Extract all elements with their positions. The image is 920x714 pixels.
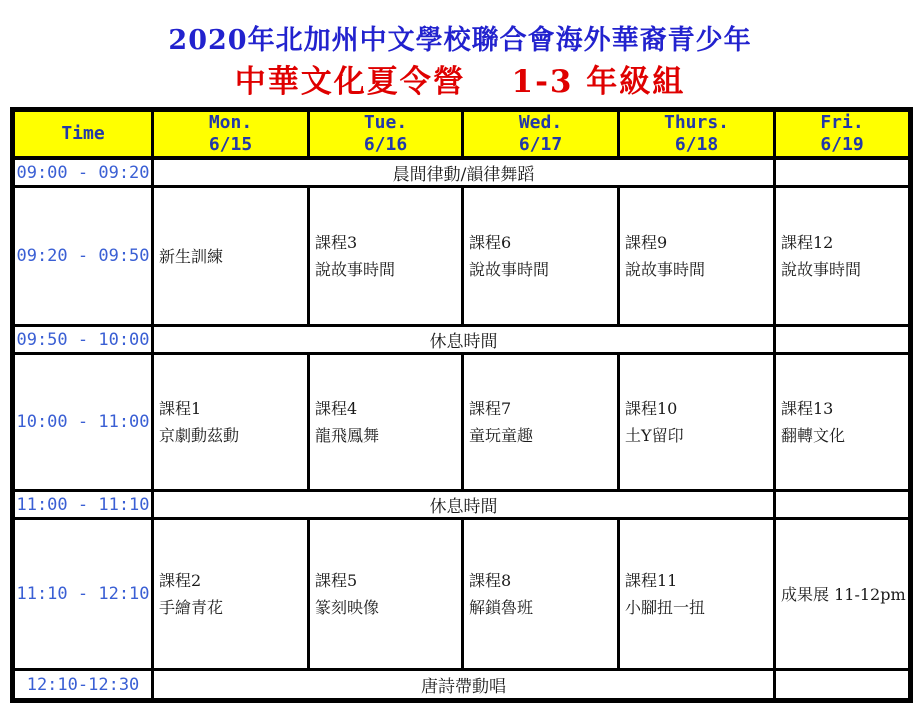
day-date: 6/16 xyxy=(363,134,408,155)
merged-activity: 休息時間 xyxy=(153,326,775,354)
day-name: Tue. xyxy=(363,112,408,133)
row-period-1 xyxy=(13,187,911,326)
merged-activity: 唐詩帶動唱 xyxy=(153,670,775,701)
course-line: 解鎖魯班 xyxy=(469,598,534,617)
course-line: 篆刻映像 xyxy=(315,598,380,617)
row-break-2 xyxy=(13,491,911,519)
course-cell xyxy=(775,187,911,326)
day-date: 6/19 xyxy=(820,134,864,155)
course-cell xyxy=(309,187,463,326)
row-morning-exercise xyxy=(13,158,911,187)
course-line: 課程4 xyxy=(315,399,358,418)
row-closing-activity xyxy=(13,670,911,701)
course-line: 京劇動茲動 xyxy=(159,426,240,445)
row-period-2 xyxy=(13,354,911,491)
day-date: 6/17 xyxy=(518,134,563,155)
course-line: 翻轉文化 xyxy=(781,426,846,445)
empty-cell xyxy=(775,326,911,354)
header-time-label: Time xyxy=(61,123,105,144)
course-line: 成果展 11-12pm xyxy=(781,584,906,604)
course-cell xyxy=(463,187,619,326)
merged-activity: 晨間律動/韻律舞蹈 xyxy=(153,158,775,187)
course-cell xyxy=(463,354,619,491)
header-day-tue xyxy=(309,110,463,159)
header-row xyxy=(13,110,911,159)
merged-activity: 休息時間 xyxy=(153,491,775,519)
day-name: Wed. xyxy=(518,112,563,133)
course-line: 說故事時間 xyxy=(469,260,550,279)
header-day-fri xyxy=(775,110,911,159)
header-day-thurs xyxy=(619,110,775,159)
empty-cell xyxy=(775,670,911,701)
day-name: Thurs. xyxy=(663,112,730,133)
course-line: 說故事時間 xyxy=(315,260,396,279)
course-cell xyxy=(153,354,309,491)
header-day-mon xyxy=(153,110,309,159)
course-line: 課程2 xyxy=(159,571,202,590)
course-line: 課程7 xyxy=(469,399,512,418)
time-slot: 12:10-12:30 xyxy=(13,670,153,701)
course-line: 課程1 xyxy=(159,399,202,418)
course-line: 課程10 xyxy=(625,399,678,418)
header-day-wed xyxy=(463,110,619,159)
time-slot: 10:00 - 11:00 xyxy=(13,354,153,491)
row-break-1 xyxy=(13,326,911,354)
course-cell xyxy=(153,519,309,670)
course-cell xyxy=(619,187,775,326)
day-date: 6/18 xyxy=(674,134,719,155)
row-period-3 xyxy=(13,519,911,670)
course-line: 課程13 xyxy=(781,399,834,418)
course-line: 課程8 xyxy=(469,571,512,590)
course-cell xyxy=(463,519,619,670)
time-slot: 09:20 - 09:50 xyxy=(13,187,153,326)
page-title-line1: 2020年北加州中文學校聯合會海外華裔青少年 xyxy=(168,25,752,56)
course-line: 課程5 xyxy=(315,571,358,590)
time-slot: 11:10 - 12:10 xyxy=(13,519,153,670)
course-cell xyxy=(619,519,775,670)
course-line: 新生訓練 xyxy=(159,246,224,266)
day-date: 6/15 xyxy=(208,134,253,155)
time-slot: 11:00 - 11:10 xyxy=(13,491,153,519)
course-cell xyxy=(775,354,911,491)
empty-cell xyxy=(775,491,911,519)
course-line: 課程12 xyxy=(781,233,834,252)
day-name: Fri. xyxy=(820,112,864,133)
course-line: 童玩童趣 xyxy=(469,426,534,445)
course-line: 課程6 xyxy=(469,233,512,252)
course-line: 說故事時間 xyxy=(781,260,862,279)
course-line: 土Y留印 xyxy=(625,426,684,445)
course-cell xyxy=(153,187,309,326)
time-slot: 09:50 - 10:00 xyxy=(13,326,153,354)
course-cell xyxy=(775,519,911,670)
course-line: 龍飛鳳舞 xyxy=(315,426,380,445)
day-name: Mon. xyxy=(208,112,253,133)
course-line: 說故事時間 xyxy=(625,260,706,279)
schedule-table xyxy=(10,107,913,703)
course-line: 手繪青花 xyxy=(159,598,224,617)
course-cell xyxy=(619,354,775,491)
course-cell xyxy=(309,354,463,491)
page-title-line2: 中華文化夏令營 1-3 年級組 xyxy=(234,64,686,100)
course-cell xyxy=(309,519,463,670)
course-line: 小腳扭一扭 xyxy=(625,598,706,617)
course-line: 課程11 xyxy=(625,571,678,590)
header-time xyxy=(13,110,153,159)
course-line: 課程3 xyxy=(315,233,358,252)
time-slot: 09:00 - 09:20 xyxy=(13,158,153,187)
course-line: 課程9 xyxy=(625,233,668,252)
empty-cell xyxy=(775,158,911,187)
